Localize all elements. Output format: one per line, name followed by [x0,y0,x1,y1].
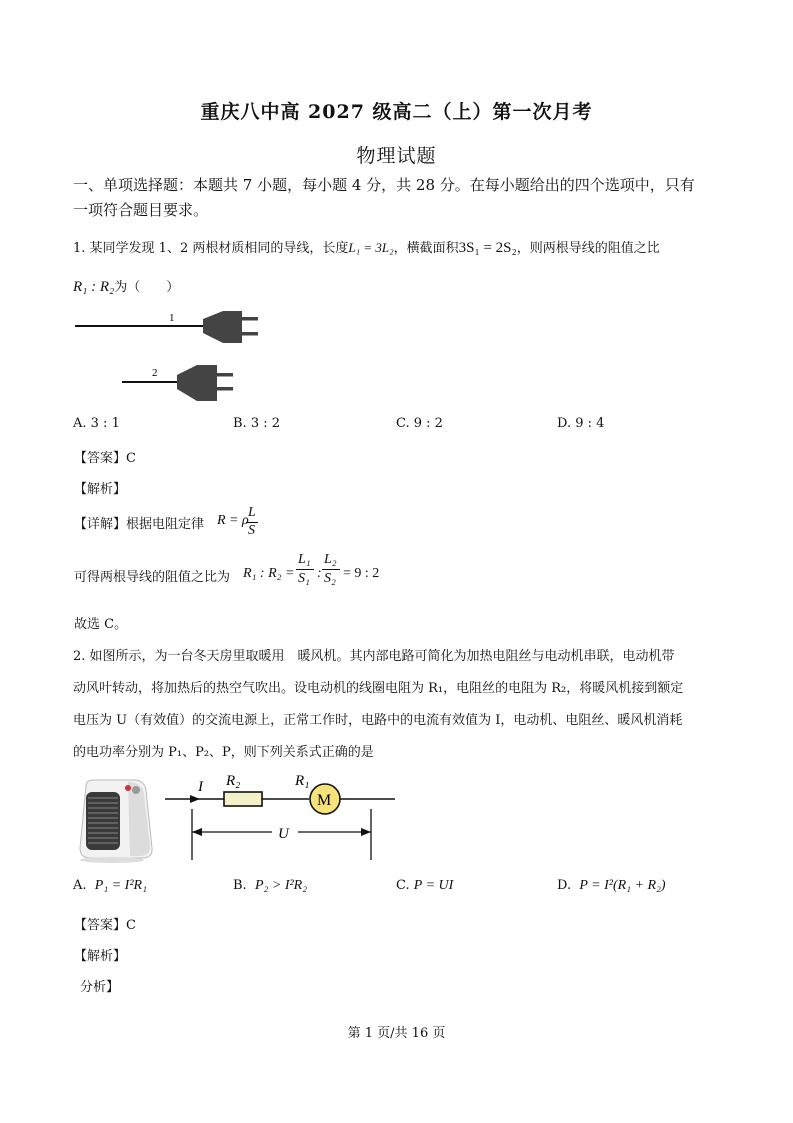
q2-stem-line2: 动风叶转动，将加热后的热空气吹出。设电动机的线圈电阻为 R₁，电阻丝的电阻为 R₂，将暖风机接到额定 [73,681,684,696]
q2-option-c-prefix: C. [396,878,410,893]
q2-stem-line3: 电压为 U（有效值）的交流电源上，正常工作时，电路中的电流有效值为 I，电动机、电阻丝、暖风机消耗 [73,713,683,728]
q1-analysis-tag: 【解析】 [74,482,127,497]
voltage-label: U [278,826,289,842]
motor-letter: M [317,792,332,809]
frac-separator: : [317,566,322,581]
circuit-diagram [160,770,400,862]
motor-label: R₁ [295,773,310,789]
frac1-bar [296,569,314,570]
q2-option-a-prefix: A. [73,878,87,893]
q1-detail-text: 【详解】根据电阻定律 [74,517,205,532]
q2-option-a-expr: P₁ = I²R₁ [94,878,147,893]
current-label: I [198,779,203,795]
formula-den: S [248,523,255,538]
frac1-den: S₁ [298,571,310,586]
q1-stem-a: 1. 某同学发现 1、2 两根材质相同的导线，长度 [73,241,349,256]
formula-lhs: R = ρ [217,513,249,528]
q1-detail [74,513,204,532]
page-number: 第 1 页/共 16 页 [347,1026,446,1041]
section-heading-cont: 一项符合题目要求。 [73,201,209,219]
voltage-arrow-left [192,828,202,836]
q2-option-d-expr: P = I²(R₁ + R₂) [579,878,666,893]
q1-area-expr: 3S₁ = 2S₂ [458,240,517,256]
q2-option-b-expr: P₂ > I²R₂ [254,878,308,893]
wire-plug-figure [70,305,270,410]
result-formula [243,551,393,597]
resistor-r2 [224,792,262,806]
result-rhs: = 9 : 2 [343,566,380,581]
q2-option-d-prefix: D. [557,878,572,893]
q1-stem [73,237,660,257]
q2-option-c[interactable] [396,878,453,894]
q2-answer: 【答案】C [74,918,136,933]
frac2-den: S₂ [324,571,336,586]
q2-option-a[interactable] [73,878,147,894]
q1-stem-d: 为（ ） [114,280,180,295]
heater-image [72,778,160,864]
frac1-num: L₁ [298,552,311,567]
q1-option-c[interactable]: C. 9 : 2 [396,416,443,431]
q1-conclusion: 故选 C。 [74,617,128,632]
q2-option-c-expr: P = UI [413,878,454,893]
q1-option-d[interactable]: D. 9 : 4 [557,416,605,431]
q2-option-b[interactable] [233,878,307,894]
q1-answer: 【答案】C [74,451,136,466]
current-arrow [190,795,200,803]
q1-stem-line2 [73,276,179,296]
q2-fenxi-tag: 分析】 [80,980,120,995]
q1-stem-c: ，则两根导线的阻值之比 [516,241,660,256]
result-lhs: R₁ : R₂ = [243,566,295,581]
frac2-bar [322,569,340,570]
q2-stem-line1: 2. 如图所示，为一台冬天房里取暖用 暖风机。其内部电路可简化为加热电阻丝与电动机串联，电动机带 [73,649,675,664]
q2-analysis-tag: 【解析】 [74,949,127,964]
wire-2 [122,365,233,401]
wire-1-label: 1 [169,312,175,324]
page-subtitle: 物理试题 [356,145,437,167]
q2-option-d[interactable] [557,878,666,894]
q1-ratio-expr: R₁ : R₂ [73,279,115,295]
page-title: 重庆八中高 2027 级高二（上）第一次月考 [200,101,593,123]
frac2-num: L₂ [324,552,337,567]
q1-option-b[interactable]: B. 3 : 2 [233,416,281,431]
voltage-arrow-right [361,828,371,836]
wire-1 [75,311,258,343]
q1-option-a[interactable]: A. 3 : 1 [73,416,120,431]
q1-stem-b: ，横截面积 [393,241,459,256]
wire-2-label: 2 [152,367,158,379]
q2-stem-line4: 的电功率分别为 P₁、P₂、P，则下列关系式正确的是 [73,745,374,760]
q2-option-b-prefix: B. [233,878,247,893]
q1-length-expr: L₁ = 3L₂ [348,240,394,255]
section-heading: 一、单项选择题：本题共 7 小题，每小题 4 分，共 28 分。在每小题给出的四个选项中，只有 [73,176,695,194]
formula-num: L [248,505,256,520]
resistor-label: R₂ [226,773,241,789]
q1-result-text: 可得两根导线的阻值之比为 [74,570,231,585]
